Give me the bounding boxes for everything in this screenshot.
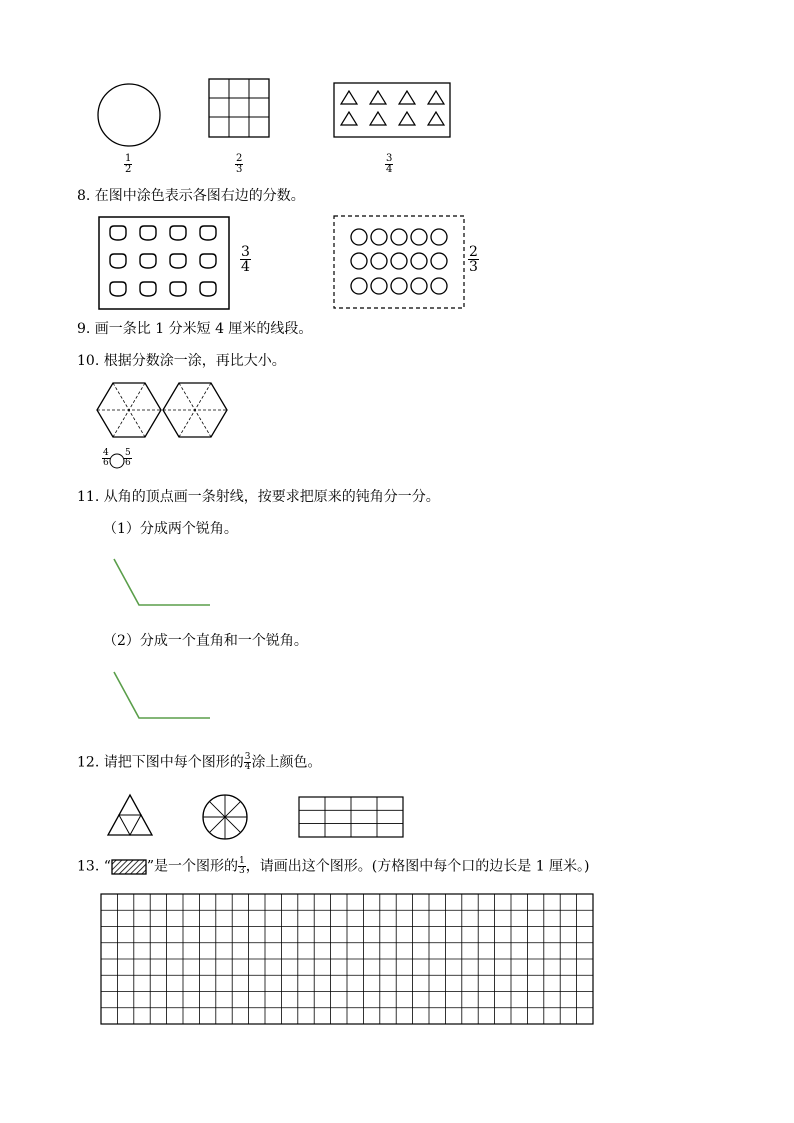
q7-fraction-2: $\frac{2}{3}$ [236, 153, 243, 175]
question-13-text [77, 857, 590, 876]
rounded-shape [200, 282, 216, 296]
small-circle [411, 253, 427, 269]
small-circle [371, 278, 387, 294]
square-grid-paper[interactable] [100, 893, 594, 1025]
small-circle [431, 278, 447, 294]
rounded-shape [170, 282, 186, 296]
circles-dashed-box [333, 215, 465, 309]
question-8-text: 8. 在图中涂色表示各图右边的分数。 [77, 188, 305, 204]
hexagon-left [96, 382, 162, 438]
rounded-shape [140, 226, 156, 240]
question-11-part-2: （2）分成一个直角和一个锐角。 [103, 633, 308, 649]
circle-figure [96, 82, 162, 148]
rounded-shape [110, 226, 126, 240]
q10-fraction-left: $\frac{4}{6}$ [103, 448, 109, 468]
small-circle [351, 229, 367, 245]
obtuse-angle-1 [112, 557, 212, 609]
triangles-box [333, 82, 451, 138]
small-circle [431, 229, 447, 245]
question-13-text-a: 13. “ [77, 858, 111, 875]
q7-fraction-3: $\frac{3}{4}$ [386, 153, 393, 175]
question-11-text: 11. 从角的顶点画一条射线，按要求把原来的钝角分一分。 [77, 489, 440, 505]
divided-circle [201, 793, 249, 841]
q8-fraction-left: $\frac{3}{4}$ [241, 244, 250, 275]
rounded-shape [110, 282, 126, 296]
rounded-shape [140, 254, 156, 268]
question-11-part-1: （1）分成两个锐角。 [103, 521, 238, 537]
question-12-text-after: 涂上颜色。 [251, 754, 322, 771]
compare-circle[interactable] [109, 453, 125, 469]
square-grid-3x3 [208, 78, 270, 138]
small-circle [411, 278, 427, 294]
rounded-shape [170, 226, 186, 240]
question-13-text-b: ”是一个图形的 [146, 858, 239, 875]
rounded-shape [110, 254, 126, 268]
question-10-text: 10. 根据分数涂一涂，再比大小。 [77, 353, 286, 369]
q8-fraction-right: $\frac{2}{3}$ [469, 244, 478, 275]
rounded-shape [170, 254, 186, 268]
small-circle [391, 229, 407, 245]
hatched-rectangle [111, 859, 147, 875]
rounded-shape [200, 254, 216, 268]
question-13-text-c: ，请画出这个图形。(方格图中每个口的边长是 1 厘米。) [245, 858, 590, 875]
small-circle [391, 278, 407, 294]
small-circle [351, 278, 367, 294]
divided-rectangle [298, 796, 404, 838]
rounded-shape [200, 226, 216, 240]
small-circle [391, 253, 407, 269]
q12-fraction: $\frac{3}{4}$ [244, 752, 251, 772]
small-circle [351, 253, 367, 269]
question-9-text: 9. 画一条比 1 分米短 4 厘米的线段。 [77, 321, 313, 337]
divided-triangle [106, 793, 154, 837]
obtuse-angle-2 [112, 670, 212, 722]
rounded-shapes-box [98, 216, 230, 310]
small-circle [371, 229, 387, 245]
q7-fraction-1: $\frac{1}{2}$ [125, 153, 132, 175]
question-12-text [77, 753, 321, 772]
hexagon-right [162, 382, 228, 438]
question-12-text-before: 12. 请把下图中每个图形的 [77, 754, 244, 771]
small-circle [431, 253, 447, 269]
rounded-shape [140, 282, 156, 296]
q13-fraction: $\frac{1}{3}$ [239, 856, 245, 876]
small-circle [411, 229, 427, 245]
small-circle [371, 253, 387, 269]
q10-fraction-right: $\frac{5}{6}$ [125, 448, 131, 468]
